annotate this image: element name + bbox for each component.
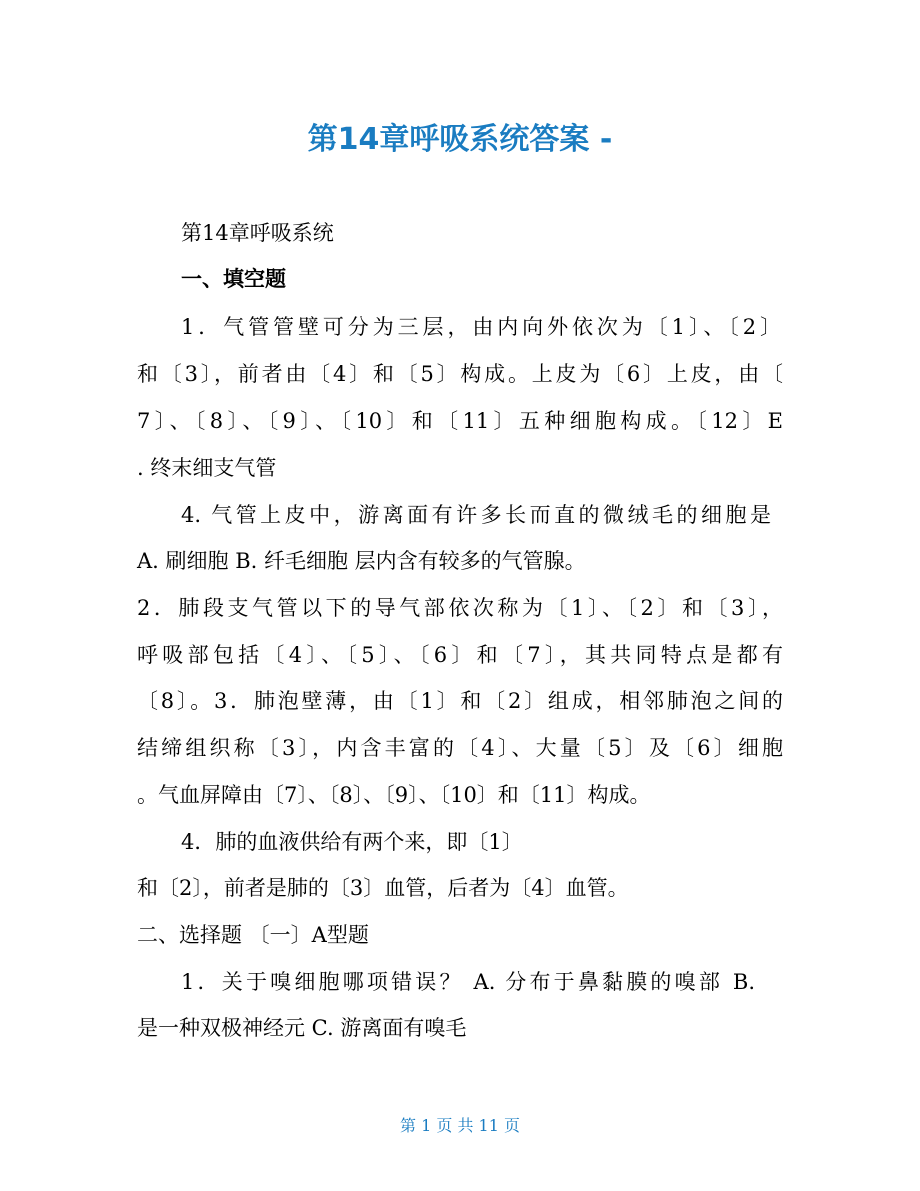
paragraph-line: 7〕、〔8〕、〔9〕、〔10〕和〔11〕五种细胞构成。〔12〕E bbox=[137, 409, 783, 433]
paragraph-line: 4．肺的血液供给有两个来，即〔1〕 bbox=[181, 830, 523, 854]
paragraph-line: 和〔2〕，前者是肺的〔3〕血管，后者为〔4〕血管。 bbox=[137, 876, 629, 900]
document-title: 第14章呼吸系统答案 - bbox=[307, 122, 613, 157]
paragraph-line: 〔8〕。3．肺泡壁薄，由〔1〕和〔2〕组成，相邻肺泡之间的 bbox=[137, 689, 783, 713]
paragraph-line: 1．关于嗅细胞哪项错误？ A. 分布于鼻黏膜的嗅部 B. bbox=[181, 970, 755, 994]
section-heading-chapter: 第14章呼吸系统 bbox=[181, 221, 334, 245]
page-footer: 第 1 页 共 11 页 bbox=[400, 1116, 520, 1135]
paragraph-line: 结缔组织称〔3〕，内含丰富的〔4〕、大量〔5〕及〔6〕细胞 bbox=[137, 736, 783, 760]
paragraph-line: 和〔3〕，前者由〔4〕和〔5〕构成。上皮为〔6〕上皮，由〔 bbox=[137, 362, 783, 386]
paragraph-line: 。气血屏障由〔7〕、〔8〕、〔9〕、〔10〕和〔11〕构成。 bbox=[137, 783, 651, 807]
paragraph-line: 1．气管管壁可分为三层，由内向外依次为〔1〕、〔2〕 bbox=[181, 315, 781, 339]
paragraph-line: 呼吸部包括〔4〕、〔5〕、〔6〕和〔7〕，其共同特点是都有 bbox=[137, 643, 783, 667]
paragraph-line: 是一种双极神经元 C. 游离面有嗅毛 bbox=[137, 1016, 467, 1040]
paragraph-line: . 终末细支气管 bbox=[137, 456, 277, 480]
section-heading-fill-blank: 一、填空题 bbox=[181, 267, 286, 291]
paragraph-line: 4. 气管上皮中，游离面有许多长而直的微绒毛的细胞是 bbox=[181, 503, 771, 527]
paragraph-line: A. 刷细胞 B. 纤毛细胞 层内含有较多的气管腺。 bbox=[137, 549, 586, 573]
section-heading-multiple-choice: 二、选择题 〔一〕A型题 bbox=[137, 923, 369, 947]
paragraph-line: 2．肺段支气管以下的导气部依次称为〔1〕、〔2〕和〔3〕， bbox=[137, 596, 783, 620]
